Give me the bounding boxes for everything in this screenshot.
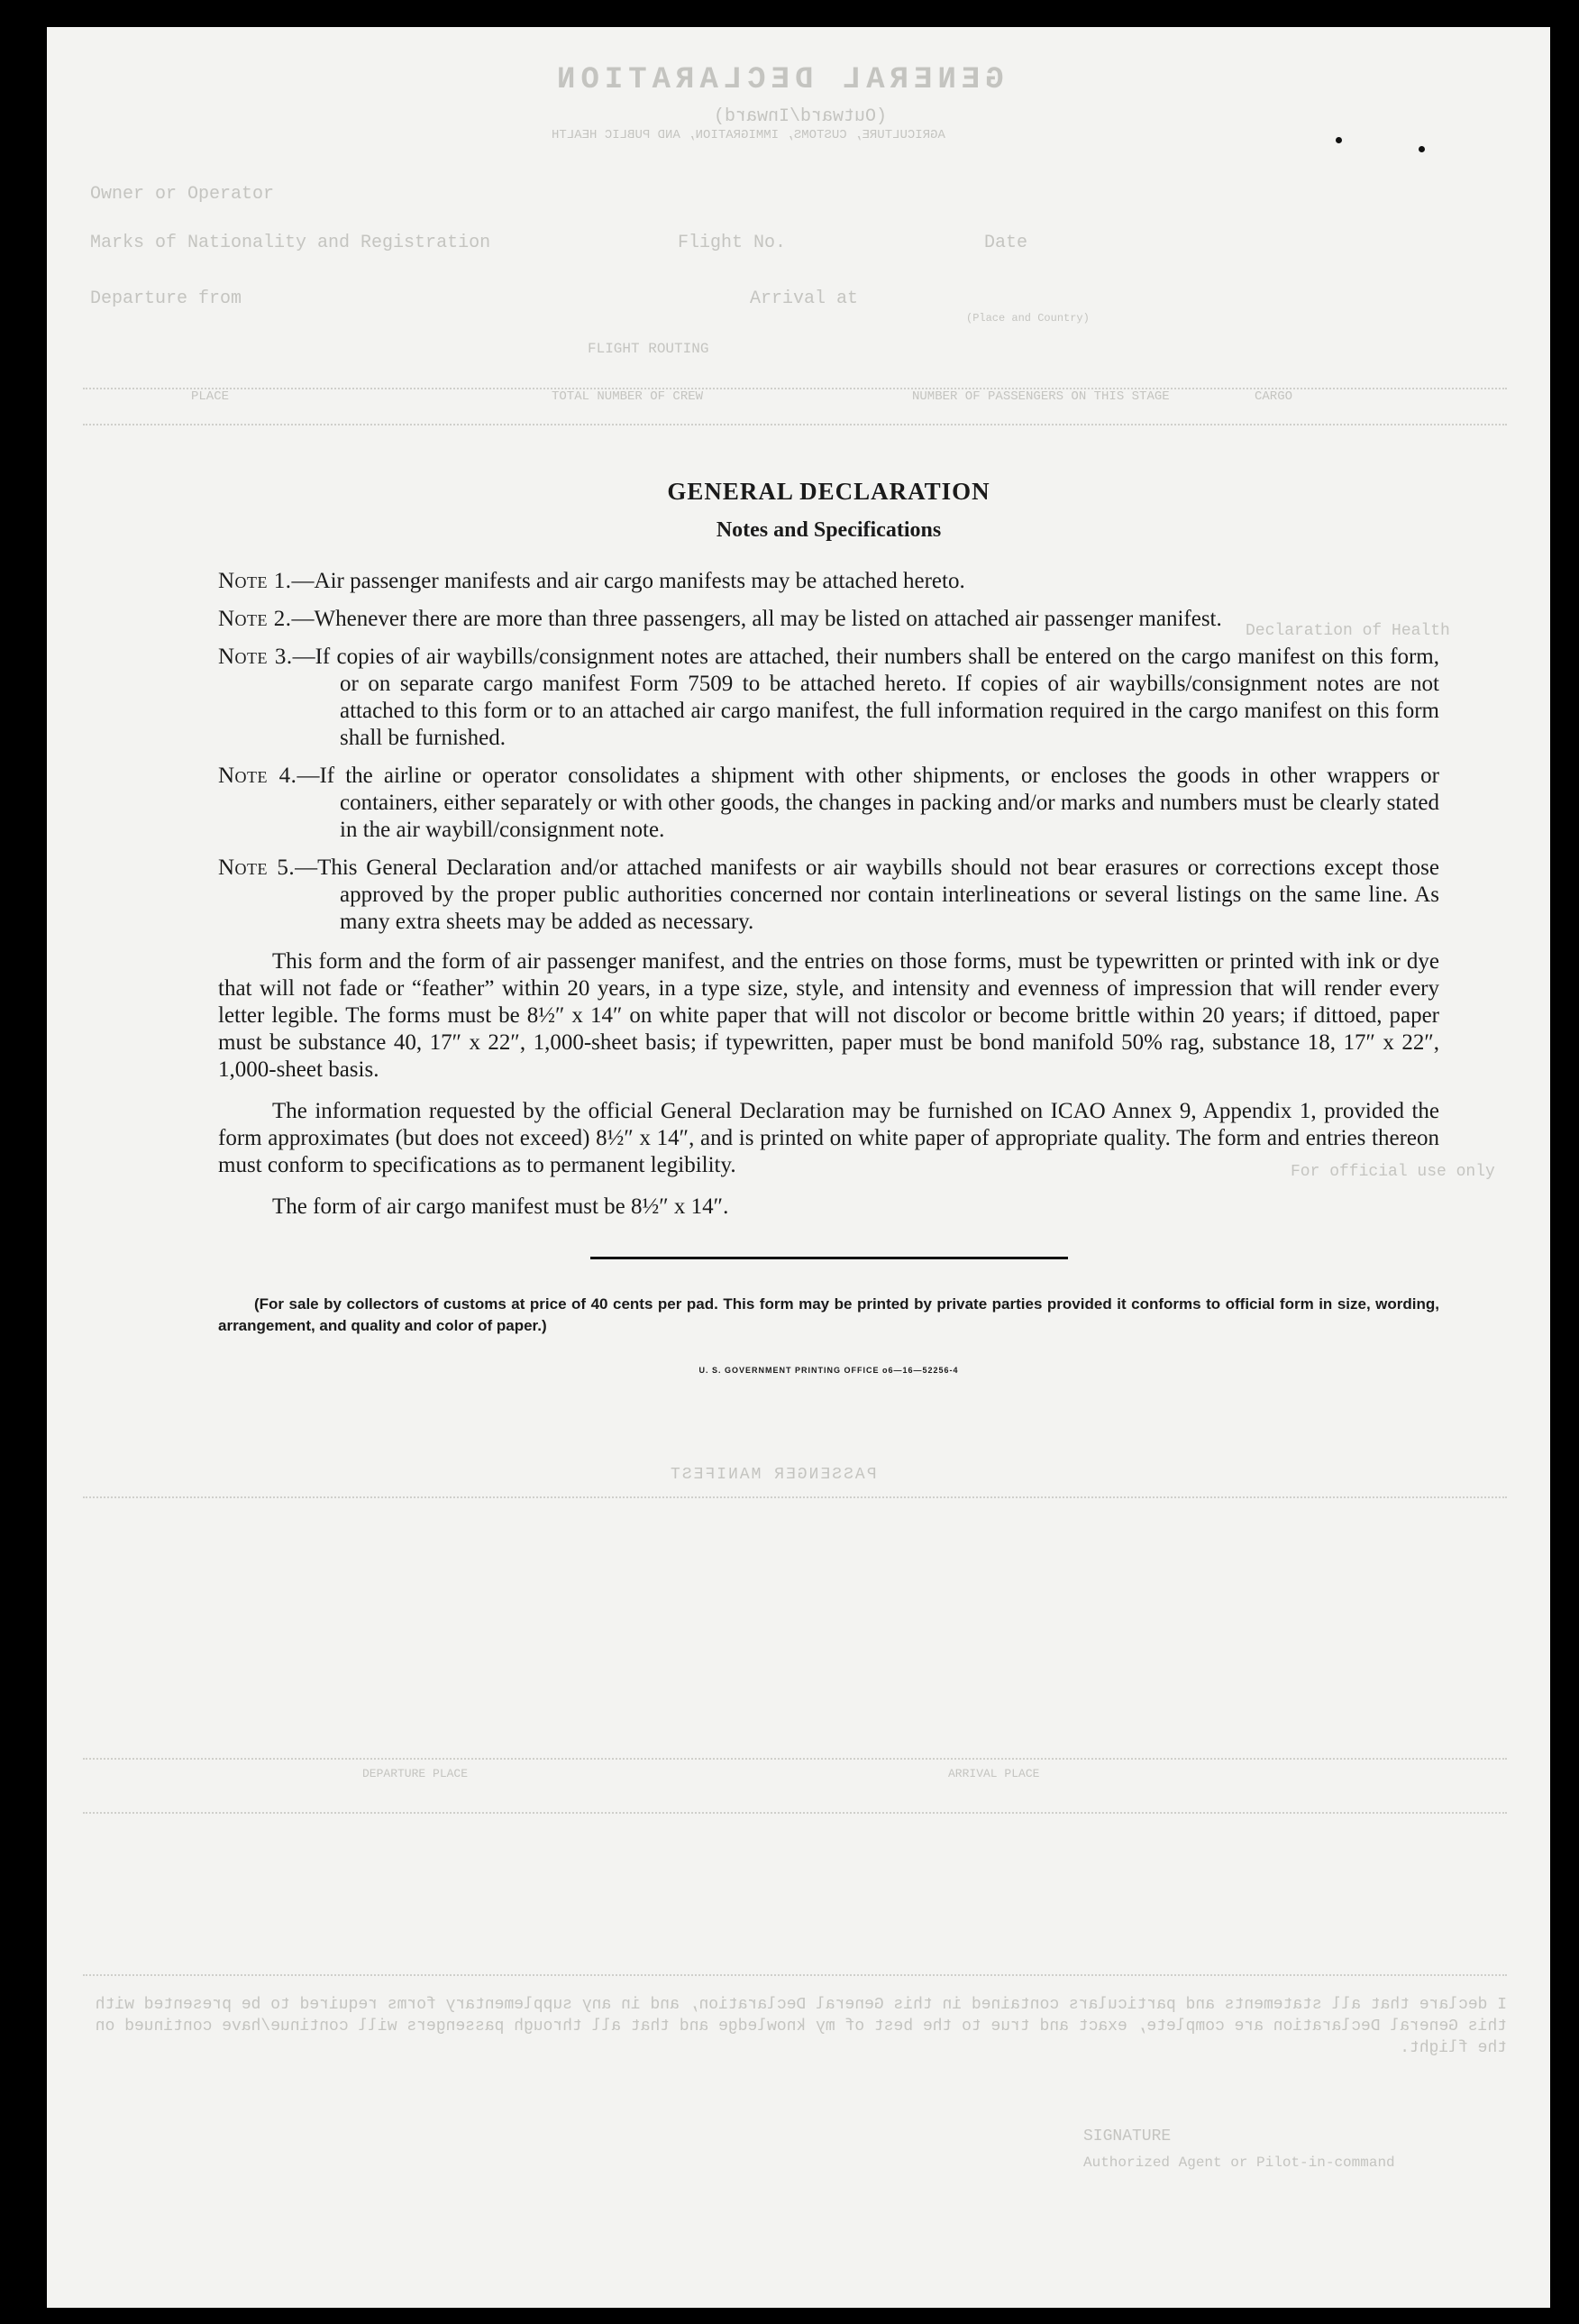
bleed-line bbox=[83, 1496, 1507, 1498]
bleed-title: GENERAL DECLARATION bbox=[552, 63, 1004, 97]
note-text: —This General Declaration and/or attached manifests or air waybills should not bear erasures or corrections except those approved by the proper public authorities concerned nor contain interlineations or several listings on the same line. As many extra sheets may be added as necessary. bbox=[295, 855, 1440, 934]
page-subtitle: Notes and Specifications bbox=[716, 518, 942, 542]
note-3 bbox=[218, 644, 1439, 752]
bleed-date: Date bbox=[984, 233, 1028, 253]
cargo-manifest-size: The form of air cargo manifest must be 8½″ x 14″. bbox=[272, 1194, 729, 1219]
printer-imprint: U. S. GOVERNMENT PRINTING OFFICE o6—16—52256-4 bbox=[698, 1366, 959, 1375]
note-text: —Whenever there are more than three passengers, all may be listed on attached air passenger manifest. bbox=[291, 607, 1222, 631]
note-1 bbox=[218, 568, 1439, 595]
bleed-routing: FLIGHT ROUTING bbox=[588, 341, 709, 357]
icao-paragraph: The information requested by the official General Declaration may be furnished on ICAO Annex 9, Appendix 1, provided the form approximates (but does not exceed) 8½″ x 14″, and is printed on white paper of appropriate quality. The form and entries thereon must conform to specifications as to permanent legibility. bbox=[218, 1099, 1439, 1177]
page-title: GENERAL DECLARATION bbox=[667, 478, 990, 505]
bleed-subtitle: (Outward/Inward) bbox=[714, 106, 888, 127]
bleed-flight: Flight No. bbox=[678, 233, 787, 253]
sale-note: (For sale by collectors of customs at price of 40 cents per pad. This form may be printed by private parties provided it conforms to official form in size, wording, arrangement, and quality and color of paper.) bbox=[218, 1295, 1439, 1334]
bleed-arrival: Arrival at bbox=[750, 288, 859, 309]
divider-rule bbox=[590, 1257, 1068, 1259]
bleed-signature: SIGNATURE bbox=[1083, 2127, 1172, 2146]
note-5 bbox=[218, 855, 1439, 936]
bleed-line bbox=[83, 388, 1507, 389]
notes-section bbox=[218, 478, 1439, 1375]
ink-dot bbox=[1336, 137, 1342, 143]
note-2 bbox=[218, 606, 1439, 633]
note-text: —If copies of air waybills/consignment notes are attached, their numbers shall be entered on the cargo manifest on this form, or on separate cargo manifest Form 7509 to be attached hereto. If copies of air waybills/consignment notes are not attached to this form or to an attached air cargo manifest, the full information required in the cargo manifest on this form shall be furnished. bbox=[292, 645, 1440, 750]
bleed-crew: TOTAL NUMBER OF CREW bbox=[552, 389, 704, 404]
bleed-agent: Authorized Agent or Pilot-in-command bbox=[1083, 2155, 1395, 2171]
ink-dot bbox=[1419, 146, 1425, 152]
note-label: Note 2. bbox=[218, 607, 292, 631]
bleed-marks: Marks of Nationality and Registration bbox=[90, 233, 491, 253]
bleed-dep-place: DEPARTURE PLACE bbox=[362, 1767, 469, 1780]
document-page bbox=[47, 27, 1550, 2308]
note-label: Note 3. bbox=[218, 645, 293, 669]
note-text: —If the airline or operator consolidates a shipment with other shipments, or encloses the goods in other wrappers or containers, either separately or with other goods, the changes in packing and/or marks and numbers must be clearly stated in the air waybill/consignment note. bbox=[297, 764, 1439, 842]
note-text: —Air passenger manifests and air cargo manifests may be attached hereto. bbox=[291, 569, 965, 593]
bleed-declaration: I declare that all statements and particulars contained in this General Declaration, and in any supplementary forms required to be presented with this General Declaration are complete, exact and true to the best of my knowledge and that all through passengers will continue/have continued on the flight. bbox=[95, 1996, 1507, 2057]
bleed-agencies: AGRICULTURE, CUSTOMS, IMMIGRATION, AND PUBLIC HEALTH bbox=[552, 128, 945, 142]
bleed-cargo: CARGO bbox=[1255, 389, 1293, 404]
note-label: Note 1. bbox=[218, 569, 292, 593]
bleed-line bbox=[83, 1812, 1507, 1814]
bleed-line bbox=[83, 1974, 1507, 1976]
note-label: Note 4. bbox=[218, 764, 297, 788]
bleed-passengers: NUMBER OF PASSENGERS ON THIS STAGE bbox=[912, 389, 1170, 404]
bleed-line bbox=[83, 1758, 1507, 1760]
bleed-departure: Departure from bbox=[90, 288, 242, 309]
bleed-pax-manifest: PASSENGER MANIFEST bbox=[669, 1466, 877, 1484]
bleed-place-col: PLACE bbox=[191, 389, 230, 404]
bleed-owner: Owner or Operator bbox=[90, 184, 275, 205]
bleed-line bbox=[83, 424, 1507, 425]
note-4 bbox=[218, 763, 1439, 844]
note-label: Note 5. bbox=[218, 855, 296, 880]
bleed-arr-place: ARRIVAL PLACE bbox=[948, 1767, 1040, 1780]
bleed-official: For official use only bbox=[1291, 1163, 1495, 1181]
form-spec-paragraph: This form and the form of air passenger manifest, and the entries on those forms, must be typewritten or printed with ink or dye that will not fade or “feather” within 20 years, in a type size, style, and intensity and evenness of impression that will render every letter legible. The forms must be 8½″ x 14″ on white paper that will not discolor or become brittle within 20 years; if dittoed, paper must be substance 40, 17″ x 22″, 1,000-sheet basis; if typewritten, paper must be bond manifold 50% rag, substance 18, 17″ x 22″, 1,000-sheet basis. bbox=[218, 949, 1439, 1082]
bleed-health: Declaration of Health bbox=[1246, 622, 1450, 640]
bleed-place: (Place and Country) bbox=[966, 312, 1090, 325]
